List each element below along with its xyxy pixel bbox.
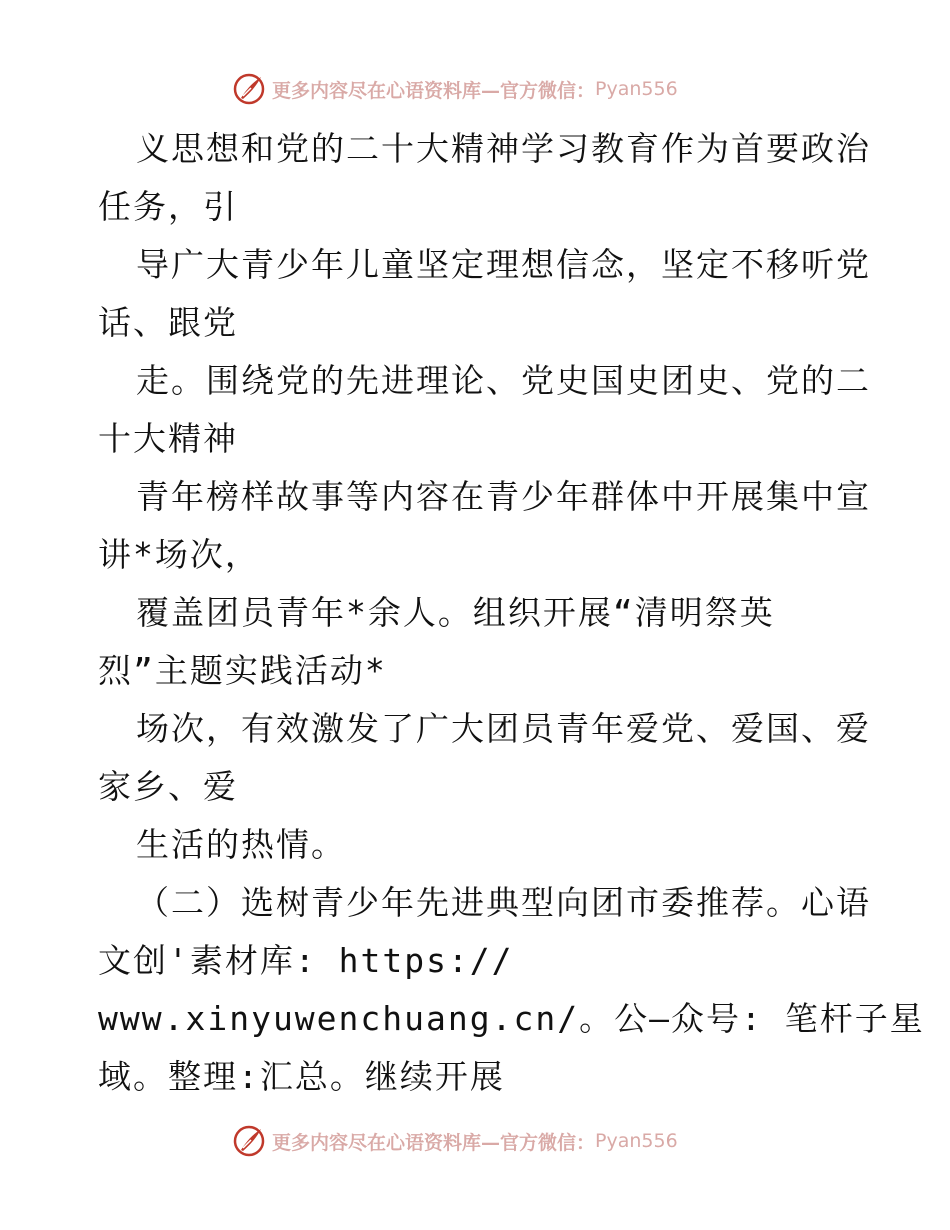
watermark-wechat-id: Pyan556 xyxy=(595,78,678,100)
body-line: 文创'素材库: https:// xyxy=(98,941,514,980)
body-line: 家乡、爱 xyxy=(98,767,238,806)
feather-pen-logo-icon xyxy=(232,1124,266,1158)
body-line: 生活的热情。 xyxy=(136,825,346,864)
body-line: 十大精神 xyxy=(98,419,238,458)
url-line: www.xinyuwenchuang.cn/。公—众号: 笔杆子星 xyxy=(98,999,925,1038)
watermark-brand-text: 更多内容尽在心语资料库—官方微信： xyxy=(272,1131,596,1154)
section-heading-line: （二）选树青少年先进典型向团市委推荐。心语 xyxy=(136,883,871,922)
body-line: 任务，引 xyxy=(98,187,238,226)
body-line: 讲*场次， xyxy=(98,535,260,574)
feather-pen-logo-icon xyxy=(232,72,266,106)
body-line: 导广大青少年儿童坚定理想信念，坚定不移听党 xyxy=(136,245,871,284)
body-line: 话、跟党 xyxy=(98,303,238,342)
body-line: 烈”主题实践活动* xyxy=(98,651,387,690)
body-line: 场次，有效激发了广大团员青年爱党、爱国、爱 xyxy=(136,709,871,748)
body-line: 义思想和党的二十大精神学习教育作为首要政治 xyxy=(136,129,871,168)
document-body xyxy=(98,120,925,1106)
header-watermark xyxy=(232,70,678,108)
body-line: 走。围绕党的先进理论、党史国史团史、党的二 xyxy=(136,361,871,400)
watermark-wechat-id: Pyan556 xyxy=(595,1130,678,1152)
body-line: 覆盖团员青年*余人。组织开展“清明祭英 xyxy=(136,593,775,632)
body-line: 域。整理:汇总。继续开展 xyxy=(98,1057,505,1096)
watermark-brand-text: 更多内容尽在心语资料库—官方微信： xyxy=(272,79,596,102)
footer-watermark xyxy=(232,1122,678,1160)
body-line: 青年榜样故事等内容在青少年群体中开展集中宣 xyxy=(136,477,871,516)
